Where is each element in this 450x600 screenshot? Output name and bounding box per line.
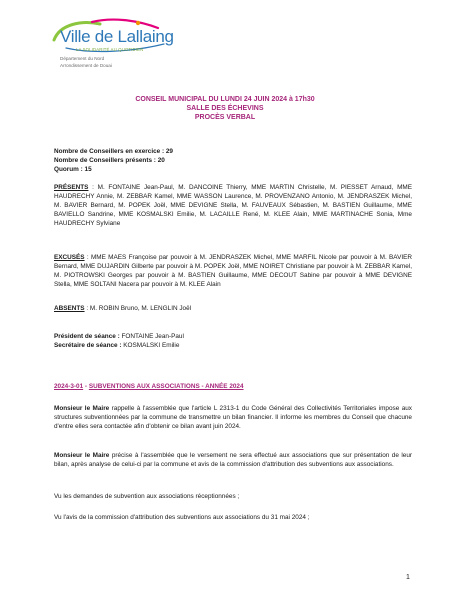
heading-line-1: CONSEIL MUNICIPAL DU LUNDI 24 JUIN 2024 à 17h30 <box>135 96 315 103</box>
president-label: Président de séance : <box>54 333 120 340</box>
presents-label: PRÉSENTS <box>54 184 89 191</box>
excuses-paragraph <box>54 254 412 290</box>
excuses-label: EXCUSÉS <box>54 254 85 261</box>
conseillers-exercice: Nombre de Conseillers en exercice : 29 <box>54 148 173 155</box>
logo-department: Département du Nord <box>60 56 105 61</box>
paragraph-1-text: rappelle à l'assemblée que l'article L 2313-1 du Code Général des Collectivités Territoriales impose aux structures subventionnées par la commune de transmettre un bilan financier. Il informe les membres du Conseil que chacune d'entre elles sera contactée afin d'obtenir ce bilan avant juin 2024. <box>54 405 412 430</box>
paragraph-1 <box>54 405 412 432</box>
presents-text: : M. FONTAINE Jean-Paul, M. DANCOINE Thierry, MME MARTIN Christelle, M. PIESSET Arnaud, MME HAUDRECHY Annie, M. ZEBBAR Kamel, MME WASSON Laurence, M. PROVENZANO Antonio, M. JENDRASZEK Michel, M. BAVIER Bernard, M. POPEK Joël, MME DEVIGNE Stella, M. FAUVEAUX Sébastien, M. BASTIEN Guillaume, MME BAVIELLO Sandrine, MME KOSMALSKI Emilie, M. LACAILLE René, M. KLEE Alain, MME MARTINACHE Sonia, Mme HAUDRECHY Sylviane <box>54 184 412 227</box>
excuses-text: : MME MAES Françoise par pouvoir à M. JENDRASZEK Michel, MME MARFIL Nicole par pouvoir à M. BAVIER Bernard, MME DUJARDIN Gilberte par pouvoir à M. POPEK Joël, MME NOIRET Christiane par pouvoir à M. ZEBBAR Kamel, M. PIOTROWSKI Georges par pouvoir à M. BASTIEN Guillaume, MME DECOUT Sabine par pouvoir à MME DEVIGNE Stella, MME SOLTANI Nacera par pouvoir à M. KLEE Alain <box>54 254 412 288</box>
paragraph-4: Vu l'avis de la commission d'attribution des subventions aux associations du 31 mai 2024 ; <box>54 514 310 521</box>
town-logo <box>52 18 172 74</box>
paragraph-2 <box>54 452 412 470</box>
logo-arrondissement: Arrondissement de Douai <box>60 63 112 68</box>
paragraph-2-text: précise à l'assemblée que le versement ne sera effectué aux associations que sur présentation de leur bilan, après analyse de celui-ci par la commune et avis de la commission d'attribution des subventions aux associations. <box>54 452 412 468</box>
logo-title: Ville de Lallaing <box>60 27 174 46</box>
president-value: FONTAINE Jean-Paul <box>119 333 184 340</box>
heading-line-2: SALLE DES ÉCHEVINS <box>186 105 264 112</box>
president-line <box>54 333 412 342</box>
paragraph-3: Vu les demandes de subvention aux associations réceptionnées ; <box>54 493 240 500</box>
counts-block <box>54 148 412 175</box>
secretaire-line <box>54 342 412 351</box>
quorum: Quorum : 15 <box>54 165 92 173</box>
paragraph-1-subject: Monsieur le Maire <box>54 405 110 412</box>
logo-tagline: LA SOLIDARITÉ AU QUOTIDIEN <box>76 47 144 52</box>
section-title <box>54 383 244 390</box>
absents-text: : M. ROBIN Bruno, M. LENGLIN Joël <box>84 305 192 312</box>
presents-paragraph <box>54 184 412 229</box>
seance-officers <box>54 333 412 351</box>
secretaire-value: KOSMALSKI Emilie <box>121 341 180 349</box>
section-separator: - <box>83 383 89 390</box>
conseillers-presents: Nombre de Conseillers présents : 20 <box>54 156 165 164</box>
absents-paragraph <box>54 305 412 314</box>
section-number: 2024-3-01 <box>54 383 84 390</box>
paragraph-2-subject: Monsieur le Maire <box>54 452 110 459</box>
absents-label: ABSENTS <box>54 305 85 312</box>
page-number: 1 <box>406 574 410 581</box>
heading-line-3: PROCÈS VERBAL <box>194 114 256 121</box>
secretaire-label: Secrétaire de séance : <box>54 341 122 349</box>
section-heading: SUBVENTIONS AUX ASSOCIATIONS - ANNÉE 2024 <box>88 383 244 390</box>
